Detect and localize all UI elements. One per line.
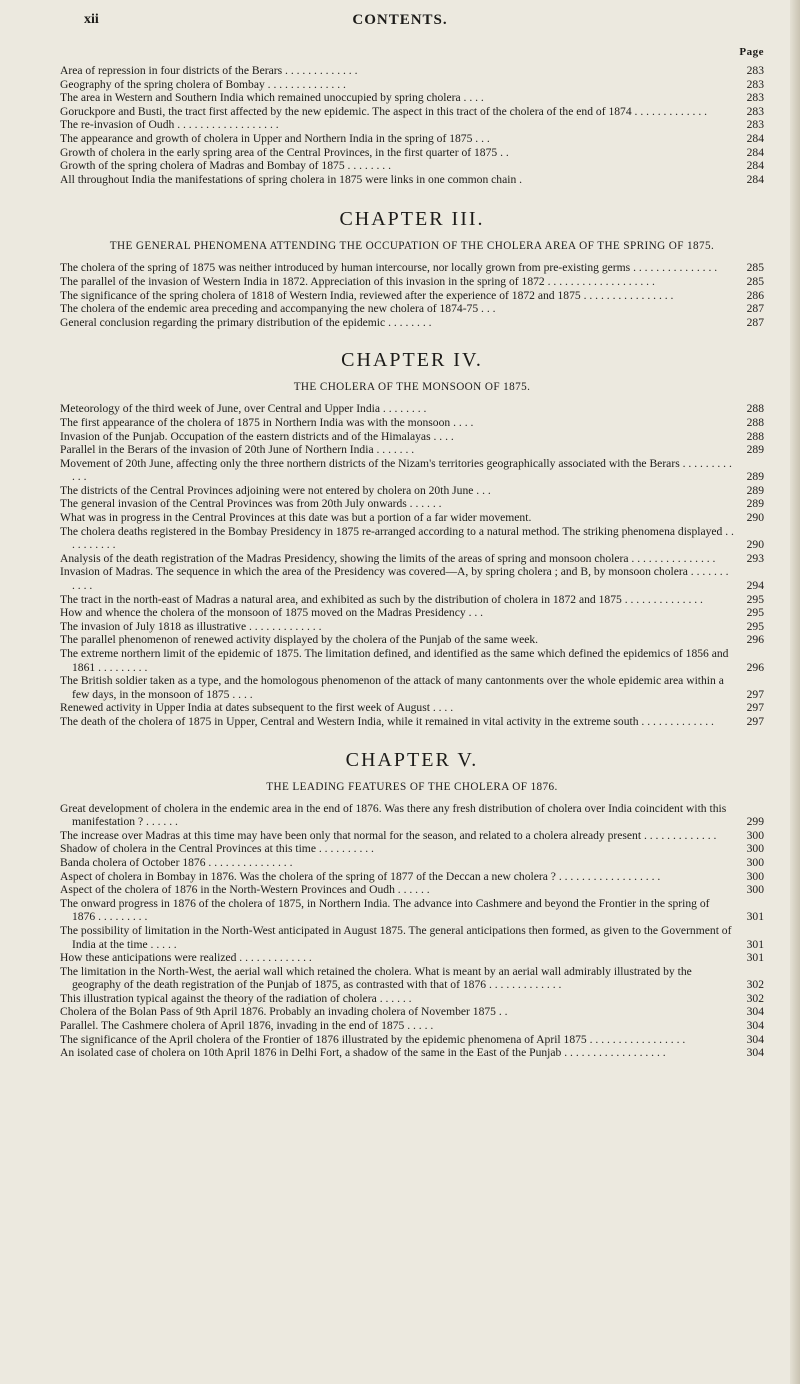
toc-entry-text: The general invasion of the Central Provinces was from 20th July onwards . . . . . . bbox=[60, 497, 442, 511]
toc-entry-text: Renewed activity in Upper India at dates subsequent to the first week of August . . . . bbox=[60, 701, 454, 715]
toc-entry-text: Banda cholera of October 1876 . . . . . . . . . . . . . . . bbox=[60, 855, 293, 869]
chapter-subtitle: THE LEADING FEATURES OF THE CHOLERA OF 1876. bbox=[266, 780, 558, 793]
toc-entry-text: Invasion of Madras. The sequence in which the area of the Presidency was covered—A, by spring cholera ; and B, by monsoon cholera . . . . . . . . . . . bbox=[60, 565, 729, 593]
toc-entry-page: 293 bbox=[746, 551, 764, 565]
toc-entry-text: The parallel of the invasion of Western India in 1872. Appreciation of this invasion in the spring of 1872 . . . . . . . . . . . . . . . . . . . bbox=[60, 274, 655, 288]
toc-entry-page: 283 bbox=[746, 104, 764, 118]
toc-entry bbox=[60, 402, 764, 416]
toc-entry bbox=[60, 457, 764, 484]
toc-entry-text: The limitation in the North-West, the aerial wall which retained the cholera. What is meant by an aerial wall admirably illustrated by the geography of the death registration of the Punjab of 1875, as contrasted with that of 1876 . . . . . . . . . . . . . bbox=[60, 964, 692, 992]
toc-entry bbox=[60, 173, 764, 187]
toc-entry bbox=[60, 511, 764, 525]
toc-entry bbox=[60, 1046, 764, 1060]
toc-entry-text: Growth of cholera in the early spring area of the Central Provinces, in the first quarter of 1875 . . bbox=[60, 145, 509, 159]
toc-entry-page: 285 bbox=[746, 274, 764, 288]
toc-entry-page: 295 bbox=[746, 619, 764, 633]
toc-entry-page: 287 bbox=[746, 315, 764, 329]
toc-entry bbox=[60, 992, 764, 1006]
toc-entry bbox=[60, 261, 764, 275]
toc-entry-text: The extreme northern limit of the epidemic of 1875. The limitation defined, and identified as the same which defined the epidemics of 1856 and 1861 . . . . . . . . . bbox=[60, 647, 729, 674]
toc-entry-page: 290 bbox=[746, 511, 764, 525]
toc-entry-text: The onward progress in 1876 of the cholera of 1875, in Northern India. The advance into Cashmere and beyond the Frontier in the spring of 1876 . . . . . . . . . bbox=[60, 896, 710, 924]
toc-entry bbox=[60, 78, 764, 92]
toc-entry-text: Parallel in the Berars of the invasion of 20th June of Northern India . . . . . . . bbox=[60, 443, 415, 457]
toc-entry-text: Geography of the spring cholera of Bombay . . . . . . . . . . . . . . bbox=[60, 77, 346, 91]
chapter-header bbox=[60, 208, 764, 253]
toc-entry-page: 304 bbox=[746, 1019, 764, 1033]
toc-entry bbox=[60, 606, 764, 620]
toc-entry-page: 297 bbox=[746, 714, 764, 728]
toc-entry-page: 287 bbox=[746, 302, 764, 316]
toc-entry-page: 301 bbox=[746, 951, 764, 965]
toc-entry-text: Shadow of cholera in the Central Provinces at this time . . . . . . . . . . bbox=[60, 842, 374, 856]
toc-entry-page: 297 bbox=[746, 687, 764, 701]
toc-entry bbox=[60, 146, 764, 160]
page-header bbox=[0, 4, 800, 28]
toc-entry-text: Growth of the spring cholera of Madras and Bombay of 1875 . . . . . . . . bbox=[60, 159, 391, 173]
toc-entry bbox=[60, 525, 764, 552]
toc-entry-text: The first appearance of the cholera of 1875 in Northern India was with the monsoon . . . . bbox=[60, 415, 474, 429]
toc-entry-text: Great development of cholera in the endemic area in the end of 1876. Was there any fresh distribution of cholera over India coincident with this manifestation ? . . . . . . bbox=[60, 801, 727, 829]
toc-entry-page: 304 bbox=[746, 1046, 764, 1060]
toc-entry-text: Parallel. The Cashmere cholera of April 1876, invading in the end of 1875 . . . . . bbox=[60, 1019, 434, 1033]
toc-entry-text: Goruckpore and Busti, the tract first affected by the new epidemic. The aspect in this tract of the cholera of the end of 1874 . . . . . . . . . . . . . bbox=[60, 104, 708, 118]
toc-entry-text: The significance of the April cholera of the Frontier of 1876 illustrated by the epidemic phenomena of April 1875 . . . . . . . . . . . . . . . . . bbox=[60, 1032, 686, 1046]
toc-entry bbox=[60, 1005, 764, 1019]
toc-entry-text: Meteorology of the third week of June, over Central and Upper India . . . . . . . . bbox=[60, 402, 427, 416]
toc-entry-page: 288 bbox=[746, 402, 764, 416]
toc-entry bbox=[60, 829, 764, 843]
toc-entry bbox=[60, 897, 764, 924]
toc-entry-page: 288 bbox=[746, 429, 764, 443]
toc-entry-text: Aspect of the cholera of 1876 in the North-Western Provinces and Oudh . . . . . . bbox=[60, 883, 430, 897]
toc-entry bbox=[60, 159, 764, 173]
toc-entry-page: 289 bbox=[746, 483, 764, 497]
toc-entry-page: 284 bbox=[746, 159, 764, 173]
toc-entry-page: 300 bbox=[746, 855, 764, 869]
toc-entry-page: 295 bbox=[746, 592, 764, 606]
toc-entry-text: The cholera deaths registered in the Bombay Presidency in 1875 re-arranged according to a natural method. The striking phenomena displayed . . . . . . . . . . bbox=[60, 524, 734, 552]
toc-entry bbox=[60, 105, 764, 119]
toc-entry bbox=[60, 416, 764, 430]
toc-entry-text: The appearance and growth of cholera in Upper and Northern India in the spring of 1875 . . . bbox=[60, 131, 490, 145]
page-column-label: Page bbox=[739, 46, 764, 58]
toc-entry bbox=[60, 289, 764, 303]
toc-entry-page: 296 bbox=[746, 660, 764, 674]
toc-entry-page: 299 bbox=[746, 815, 764, 829]
toc-entry-text: The invasion of July 1818 as illustrative . . . . . . . . . . . . . bbox=[60, 619, 322, 633]
toc-entry-page: 302 bbox=[746, 991, 764, 1005]
toc-entry-page: 297 bbox=[746, 701, 764, 715]
toc-entry-page: 283 bbox=[746, 91, 764, 105]
chapter-subtitle: THE GENERAL PHENOMENA ATTENDING THE OCCUPATION OF THE CHOLERA AREA OF THE SPRING OF 1875. bbox=[109, 240, 715, 253]
toc-entry-page: 301 bbox=[746, 937, 764, 951]
chapter-heading: CHAPTER V. bbox=[345, 748, 479, 771]
toc-entry-page: 283 bbox=[746, 77, 764, 91]
toc-entry-page: 294 bbox=[746, 579, 764, 593]
chapter-section bbox=[60, 208, 764, 329]
toc-entry-page: 283 bbox=[746, 118, 764, 132]
toc-entry-text: Invasion of the Punjab. Occupation of the eastern districts and of the Himalayas . . . . bbox=[60, 429, 454, 443]
toc-entry bbox=[60, 316, 764, 330]
toc-entry-text: An isolated case of cholera on 10th April 1876 in Delhi Fort, a shadow of the same in the East of the Punjab . . . . . . . . . . . . . . . . . . bbox=[60, 1046, 666, 1060]
toc-entry-text: The significance of the spring cholera of 1818 of Western India, reviewed after the experience of 1872 and 1875 . . . . . . . . . . . . . . . . bbox=[60, 288, 674, 302]
chapter-header bbox=[60, 349, 764, 394]
toc-entry bbox=[60, 965, 764, 992]
toc-entry-text: The British soldier taken as a type, and the homologous phenomenon of the attack of many cantonments over the whole epidemic area within a few days, in the monsoon of 1875 . . . . bbox=[60, 674, 724, 701]
page-edge-shadow bbox=[790, 0, 800, 1384]
chapter-heading: CHAPTER III. bbox=[339, 208, 485, 231]
toc-entry-page: 300 bbox=[746, 869, 764, 883]
toc-entry-text: Aspect of cholera in Bombay in 1876. Was the cholera of the spring of 1877 of the Deccan a new cholera ? . . . . . . . . . . . . . . . . . . bbox=[60, 869, 661, 883]
toc-entry-page: 289 bbox=[746, 497, 764, 511]
chapters-list bbox=[60, 208, 764, 1060]
toc-entry-page: 286 bbox=[746, 288, 764, 302]
toc-entry bbox=[60, 883, 764, 897]
toc-entry-page: 290 bbox=[746, 538, 764, 552]
toc-entry bbox=[60, 674, 764, 701]
toc-entry-text: Movement of 20th June, affecting only the three northern districts of the Nizam's territories geographically associated with the Berars . . . . . . . . . . . . bbox=[60, 456, 732, 484]
toc-entry-page: 296 bbox=[746, 633, 764, 647]
toc-entry-text: The parallel phenomenon of renewed activity displayed by the cholera of the Punjab of the same week. bbox=[60, 633, 539, 647]
toc-entry bbox=[60, 802, 764, 829]
toc-entry bbox=[60, 91, 764, 105]
toc-entry bbox=[60, 132, 764, 146]
toc-entry-text: The re-invasion of Oudh . . . . . . . . . . . . . . . . . . bbox=[60, 118, 279, 132]
toc-entry-text: General conclusion regarding the primary distribution of the epidemic . . . . . . . . bbox=[60, 315, 432, 329]
chapter-heading: CHAPTER IV. bbox=[341, 349, 483, 372]
toc-entry-page: 302 bbox=[746, 978, 764, 992]
chapter-header bbox=[60, 749, 764, 794]
toc-entry-text: Cholera of the Bolan Pass of 9th April 1876. Probably an invading cholera of November 1875 . . bbox=[60, 1005, 508, 1019]
toc-entry-text: Area of repression in four districts of the Berars . . . . . . . . . . . . . bbox=[60, 64, 358, 77]
intro-entries bbox=[60, 64, 764, 186]
toc-entry bbox=[60, 565, 764, 592]
toc-entry bbox=[60, 701, 764, 715]
toc-entry bbox=[60, 924, 764, 951]
toc-entry bbox=[60, 1019, 764, 1033]
chapter-section bbox=[60, 749, 764, 1060]
toc-entry-text: All throughout India the manifestations of spring cholera in 1875 were links in one common chain . bbox=[60, 172, 523, 186]
chapter-subtitle: THE CHOLERA OF THE MONSOON OF 1875. bbox=[293, 381, 531, 394]
toc-entry-page: 300 bbox=[746, 842, 764, 856]
toc-entry bbox=[60, 951, 764, 965]
toc-entry-text: The cholera of the spring of 1875 was neither introduced by human intercourse, nor locally grown from pre-existing germs . . . . . . . . . . . . . . . bbox=[60, 261, 718, 275]
toc-entry-text: How these anticipations were realized . . . . . . . . . . . . . bbox=[60, 951, 312, 965]
toc-entry-page: 300 bbox=[746, 883, 764, 897]
toc-entry-page: 284 bbox=[746, 172, 764, 186]
toc-entry-text: This illustration typical against the theory of the radiation of cholera . . . . . . bbox=[60, 991, 412, 1005]
toc-entry bbox=[60, 647, 764, 674]
toc-entry-page: 283 bbox=[746, 64, 764, 77]
toc-entry-page: 300 bbox=[746, 828, 764, 842]
toc-entry-page: 304 bbox=[746, 1005, 764, 1019]
toc-entry bbox=[60, 715, 764, 729]
toc-entry bbox=[60, 633, 764, 647]
toc-entry bbox=[60, 430, 764, 444]
toc-entry-page: 289 bbox=[746, 443, 764, 457]
toc-entry bbox=[60, 1033, 764, 1047]
running-title: CONTENTS. bbox=[352, 12, 448, 28]
toc-entry-text: The cholera of the endemic area preceding and accompanying the new cholera of 1874-75 . . . bbox=[60, 302, 496, 316]
toc-entry bbox=[60, 275, 764, 289]
toc-entry-page: 304 bbox=[746, 1032, 764, 1046]
chapter-section bbox=[60, 349, 764, 728]
toc-entry bbox=[60, 497, 764, 511]
toc-entry-text: The districts of the Central Provinces adjoining were not entered by cholera on 20th June . . . bbox=[60, 483, 491, 497]
toc-entry-text: The death of the cholera of 1875 in Upper, Central and Western India, while it remained in vital activity in the extreme south . . . . . . . . . . . . . bbox=[60, 714, 714, 728]
toc-entry bbox=[60, 484, 764, 498]
toc-entry-page: 285 bbox=[746, 261, 764, 275]
toc-entry bbox=[60, 64, 764, 78]
toc-entry-text: What was in progress in the Central Provinces at this date was but a portion of a far wider movement. bbox=[60, 511, 532, 525]
toc-entry-text: The area in Western and Southern India which remained unoccupied by spring cholera . . . . bbox=[60, 91, 484, 105]
toc-entry-text: The possibility of limitation in the North-West anticipated in August 1875. The general anticipations then formed, as given to the Government of India at the time . . . . . bbox=[60, 923, 732, 951]
toc-entry bbox=[60, 552, 764, 566]
toc-entry bbox=[60, 842, 764, 856]
toc-entry-page: 284 bbox=[746, 131, 764, 145]
toc-entry-page: 289 bbox=[746, 470, 764, 484]
contents-body bbox=[60, 64, 764, 1060]
toc-entry bbox=[60, 443, 764, 457]
toc-entry bbox=[60, 870, 764, 884]
toc-entry-page: 295 bbox=[746, 606, 764, 620]
toc-entry-text: The tract in the north-east of Madras a natural area, and exhibited as such by the distribution of cholera in 1872 and 1875 . . . . . . . . . . . . . . bbox=[60, 592, 703, 606]
toc-entry bbox=[60, 593, 764, 607]
page-folio: xii bbox=[84, 12, 99, 27]
toc-entry-page: 301 bbox=[746, 910, 764, 924]
toc-entry-text: How and whence the cholera of the monsoon of 1875 moved on the Madras Presidency . . . bbox=[60, 606, 484, 620]
toc-entry bbox=[60, 302, 764, 316]
toc-entry bbox=[60, 620, 764, 634]
toc-entry-text: The increase over Madras at this time may have been only that normal for the season, and related to a cholera already present . . . . . . . . . . . . . bbox=[60, 828, 717, 842]
toc-entry bbox=[60, 856, 764, 870]
toc-entry bbox=[60, 118, 764, 132]
toc-entry-page: 288 bbox=[746, 415, 764, 429]
toc-entry-text: Analysis of the death registration of the Madras Presidency, showing the limits of the areas of spring and monsoon cholera . . . . . . . . . . . . . . . bbox=[60, 551, 716, 565]
toc-entry-page: 284 bbox=[746, 145, 764, 159]
